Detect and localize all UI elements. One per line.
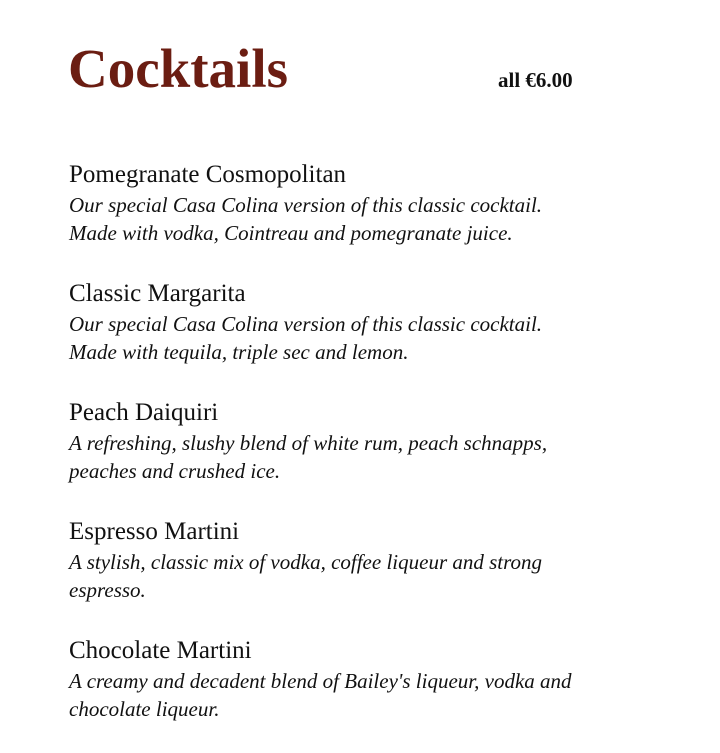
menu-item [69, 634, 689, 723]
item-name: Peach Daiquiri [69, 399, 219, 426]
menu-title: Cocktails [68, 38, 288, 99]
item-name: Chocolate Martini [69, 637, 252, 664]
item-description-line: A creamy and decadent blend of Bailey's liqueur, vodka and [69, 669, 572, 693]
item-description-line: chocolate liqueur. [69, 697, 220, 721]
item-description-line: espresso. [69, 578, 146, 602]
menu-item [69, 277, 689, 366]
item-description-line: Made with tequila, triple sec and lemon. [69, 340, 409, 364]
item-name: Pomegranate Cosmopolitan [69, 161, 347, 188]
item-description-line: Our special Casa Colina version of this classic cocktail. [69, 193, 543, 217]
menu-item [69, 396, 689, 485]
item-description-line: peaches and crushed ice. [69, 459, 281, 483]
item-description-line: A refreshing, slushy blend of white rum, peach schnapps, [69, 431, 548, 455]
item-name: Espresso Martini [69, 518, 240, 545]
menu-header [68, 34, 628, 104]
menu-item [69, 158, 689, 247]
menu-item [69, 515, 689, 604]
menu-price: all €6.00 [498, 68, 573, 92]
item-name: Classic Margarita [69, 280, 246, 307]
item-description-line: A stylish, classic mix of vodka, coffee liqueur and strong [69, 550, 543, 574]
item-description-line: Our special Casa Colina version of this classic cocktail. [69, 312, 543, 336]
item-description-line: Made with vodka, Cointreau and pomegranate juice. [69, 221, 513, 245]
cocktail-list [69, 158, 689, 753]
